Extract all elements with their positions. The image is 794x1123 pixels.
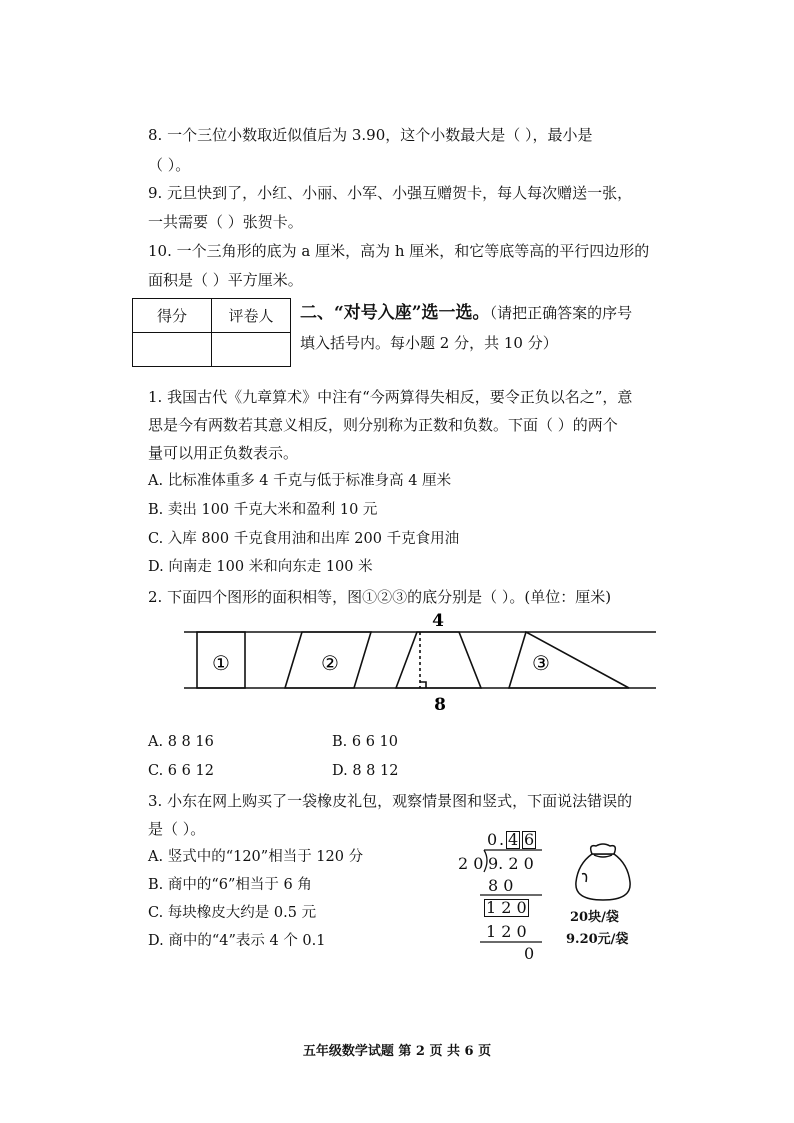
s2q1-line3: 量可以用正负数表示。 [148,444,299,462]
long-division [452,828,552,963]
score-cell[interactable] [133,333,212,367]
score-header: 得分 [133,299,212,333]
s2q1-line2: 思是今有两数若其意义相反，则分别称为正数和负数。下面（ ）的两个 [148,416,618,434]
trapezoid-shape [396,632,481,688]
remainder-0: 0 [524,944,535,963]
shapes-figure [184,608,659,716]
s2q3-option-d: D. 商中的“4”表示 4 个 0.1 [148,933,326,949]
s2q3-option-c: C. 每块橡皮大约是 0.5 元 [148,905,317,921]
s2q1-option-a: A. 比标准体重多 4 千克与低于标准身高 4 厘米 [148,473,452,489]
s2q1-option-c: C. 入库 800 千克食用油和出库 200 千克食用油 [148,531,460,547]
s2q1-option-b: B. 卖出 100 千克大米和盈利 10 元 [148,502,378,518]
quotient-4: 4 [508,830,519,849]
step-80: 8 0 [488,876,514,895]
section-2-note2: 填入括号内。每小题 2 分，共 10 分） [300,334,558,352]
s2q3-line1: 3. 小东在网上购买了一袋橡皮礼包，观察情景图和竖式，下面说法错误的 [148,792,633,810]
bag-count-label: 20块/袋 [570,910,619,925]
page-footer: 五年级数学试题 第 2 页 共 6 页 [302,1044,492,1059]
section-2-title: 二、“对号入座”选一选。 [300,303,490,323]
q8-line2: （ ）。 [148,156,191,174]
eraser-bag-icon [568,840,638,904]
right-angle-mark [420,682,426,688]
s2q2-option-b: B. 6 6 10 [332,734,398,750]
figure-2-label: ② [321,651,339,675]
s2q2-option-a: A. 8 8 16 [148,734,214,750]
quotient-dot: . [499,830,505,849]
s2q3-option-b: B. 商中的“6”相当于 6 角 [148,877,312,893]
figure-1-label: ① [212,651,230,675]
s2q3-line2: 是（ ）。 [148,820,206,838]
grader-header: 评卷人 [212,299,291,333]
s2q2-line1: 2. 下面四个图形的面积相等，图①②③的底分别是（ ）。(单位：厘米) [148,588,612,606]
q10-line2: 面积是（ ）平方厘米。 [148,271,303,289]
step-120: 1 2 0 [486,922,527,941]
s2q2-option-c: C. 6 6 12 [148,763,214,779]
q9-line1: 9. 元旦快到了，小红、小丽、小军、小强互赠贺卡，每人每次赠送一张， [148,184,633,202]
dividend: 9. 2 0 [488,854,534,873]
section-2-note1: （请把正确答案的序号 [489,304,633,322]
q8-line1: 8. 一个三位小数取近似值后为 3.90，这个小数最大是（ ），最小是 [148,126,593,144]
bottom-length-label: 8 [434,695,446,715]
s2q3-option-a: A. 竖式中的“120”相当于 120 分 [148,849,364,865]
division-lines [452,828,552,958]
divisor: 2 0 [458,854,484,873]
score-table [132,298,291,367]
quotient-6: 6 [524,830,535,849]
top-length-label: 4 [432,611,444,631]
step-120-boxed: 1 2 0 [486,898,527,917]
bag-price-label: 9.20元/袋 [566,932,629,947]
figure-3-label: ③ [532,651,550,675]
grader-cell[interactable] [212,333,291,367]
triangle-shape [509,632,629,688]
s2q1-option-d: D. 向南走 100 米和向东走 100 米 [148,559,373,575]
s2q1-line1: 1. 我国古代《九章算术》中注有“今两算得失相反，要令正负以名之”，意 [148,388,633,406]
q10-line1: 10. 一个三角形的底为 a 厘米，高为 h 厘米，和它等底等高的平行四边形的 [148,242,650,260]
s2q2-option-d: D. 8 8 12 [332,763,399,779]
q9-line2: 一共需要（ ）张贺卡。 [148,213,303,231]
section-2-heading [300,298,632,358]
quotient-0: 0 [487,830,498,849]
